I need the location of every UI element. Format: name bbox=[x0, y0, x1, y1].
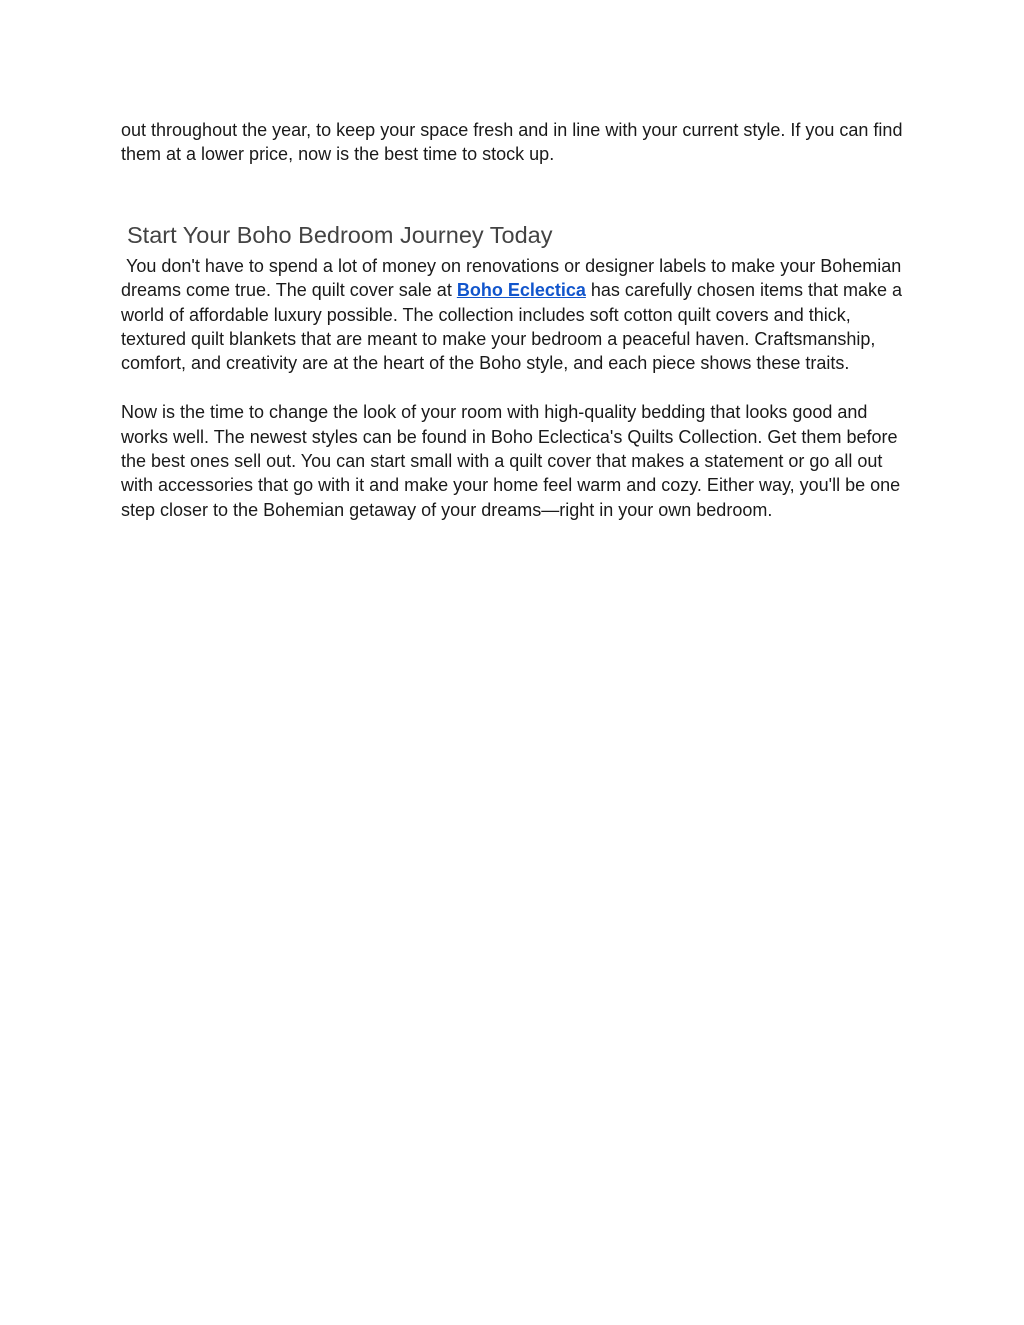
document-content bbox=[121, 118, 911, 522]
section-heading: Start Your Boho Bedroom Journey Today bbox=[127, 221, 553, 248]
paragraph-1-text-after-link: has carefully chosen items that make a world of affordable luxury possible. The collection includes soft cotton quilt covers and thick, textured quilt blankets that are meant to make your bedroom a peaceful haven. Craftsmanship, comfort, and creativity are at the heart of the Boho style, and each piece shows these traits. bbox=[121, 280, 903, 374]
body-paragraph-1 bbox=[121, 254, 911, 376]
paragraph-1-text-before-link: You don't have to spend a lot of money on renovations or designer labels to make your Bohemian dreams come true. The quilt cover sale at bbox=[121, 255, 902, 301]
boho-eclectica-link[interactable]: Boho Eclectica bbox=[456, 280, 586, 301]
body-paragraph-2: Now is the time to change the look of your room with high-quality bedding that looks good and works well. The newest styles can be found in Boho Eclectica's Quilts Collection. Get them before the best ones sell out. You can start small with a quilt cover that makes a statement or go all out with accessories that go with it and make your home feel warm and cozy. Either way, you'll be one step closer to the Bohemian getaway of your dreams—right in your own bedroom. bbox=[121, 402, 901, 520]
intro-paragraph-fragment: out throughout the year, to keep your space fresh and in line with your current style. If you can find them at a lower price, now is the best time to stock up. bbox=[121, 120, 903, 165]
